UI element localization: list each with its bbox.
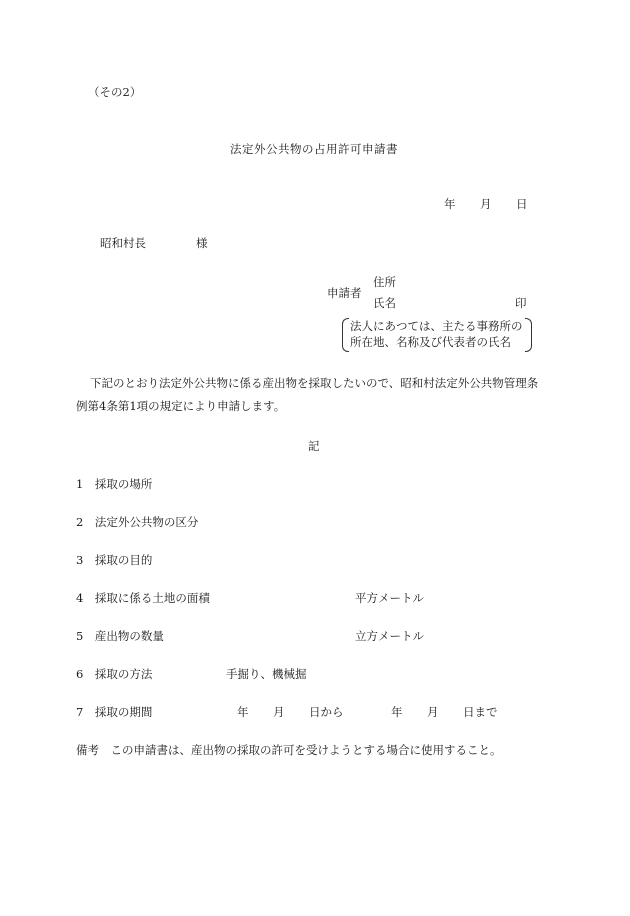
- period-start-day: 日から: [309, 705, 344, 719]
- item-1-label: 1 採取の場所: [76, 477, 153, 491]
- period-start-month: 月: [273, 705, 285, 719]
- item-2-label: 2 法定外公共物の区分: [76, 515, 199, 529]
- applicant-label: 申請者: [327, 286, 362, 300]
- remarks: 備考 この申請書は、産出物の採取の許可を受けようとする場合に使用すること。: [76, 743, 502, 757]
- period-end-year: 年: [391, 705, 403, 719]
- addressee-name: 昭和村長: [100, 236, 146, 250]
- item-4-label: 4 採取に係る土地の面積: [76, 591, 210, 605]
- body-line-1: 下記のとおり法定外公共物に係る産出物を採取したいので、昭和村法定外公共物管理条: [90, 376, 539, 390]
- corporate-note-line1: 法人にあつては、主たる事務所の: [350, 319, 523, 333]
- right-bracket: [525, 318, 532, 352]
- date-year: 年: [444, 197, 456, 211]
- corporate-note-line2: 所在地、名称及び代表者の氏名: [350, 335, 511, 349]
- item-5-label: 5 産出物の数量: [76, 629, 164, 643]
- date-month: 月: [480, 197, 492, 211]
- period-end-day: 日まで: [463, 705, 498, 719]
- item-5-unit: 立方メートル: [355, 629, 424, 643]
- period-start-year: 年: [237, 705, 249, 719]
- seal-mark: 印: [515, 296, 527, 310]
- period-end-month: 月: [427, 705, 439, 719]
- item-6-value: 手掘り、機械掘: [226, 667, 307, 681]
- item-7-label: 7 採取の期間: [76, 705, 153, 719]
- name-label: 氏名: [373, 296, 396, 310]
- date-day: 日: [516, 197, 528, 211]
- left-bracket: [342, 318, 349, 352]
- body-line-2: 例第4条第1項の規定により申請します。: [76, 399, 286, 413]
- item-3-label: 3 採取の目的: [76, 553, 153, 567]
- form-number: （その2）: [88, 85, 142, 99]
- document-title: 法定外公共物の占用許可申請書: [230, 142, 398, 156]
- item-4-unit: 平方メートル: [355, 591, 424, 605]
- address-label: 住所: [373, 275, 396, 289]
- addressee-honorific: 様: [196, 236, 208, 250]
- corporate-note: [342, 318, 532, 352]
- ki-heading: 記: [308, 439, 320, 453]
- item-6-label: 6 採取の方法: [76, 667, 153, 681]
